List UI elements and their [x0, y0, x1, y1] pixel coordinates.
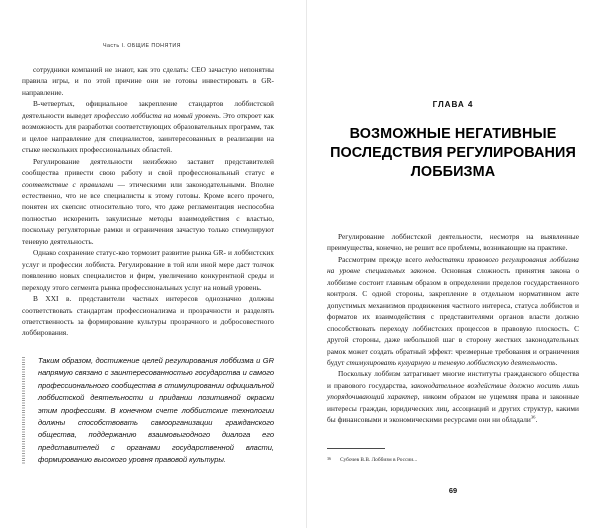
chapter-heading [327, 100, 579, 182]
footnote-separator-rule [327, 448, 385, 449]
paragraph: Регулирование деятельности неизбежно заставит представителей сообщества привести свою работу и свой профессиональный статус в соответствие с правилами — этическими или законодательными. Вполне естественно, что не все специалисты к этому готовы. Кроме всего прочего, понятен их скепсис относительно того, что даже регламентация неспособна полностью искоренить закулисные методы взаимодействия с властью, поскольку регуляторные рамки и ограничения зачастую только стимулируют теневую деятельность. [22, 156, 275, 246]
paragraph: Поскольку лоббизм затрагивает многие институты гражданского общества и правового государства, законодательное воздействие должно носить лишь упорядочивающий характер, никоим образом не ущемляя права и законные интересы граждан, юридических лиц, ассоциаций и других структур, какими бы финансовыми и экономическими ресурсами они ни обладали$^{36}$. [327, 369, 579, 425]
left-page-text-column [22, 64, 274, 339]
footnote-text: Субочев В.В. Лоббизм в России... [340, 457, 418, 463]
footnote [327, 456, 579, 464]
paragraph: Регулирование лоббистской деятельности, несмотря на выявленные преимущества, конечно, не решит все проблемы, возникающие на практике. [327, 232, 579, 253]
footnote-area [327, 448, 579, 464]
paragraph: В-четвертых, официальное закрепление стандартов лоббистской деятельности выведет профессию лоббиста на новый уровень. Это откроет как возможность для разработки соответствующих образовательных программ, так и целое направление для специалистов, заинтересованных в реализации на стыке нескольких профессиональных областей. [22, 99, 275, 155]
callout-box [22, 355, 274, 467]
page-number: 69 [448, 486, 458, 495]
paragraph: Рассмотрим прежде всего недостатки правового регулирования лоббизма на уровне специальных законов. Основная сложность принятия закона о лоббизме состоит главным образом в определении пределов государственного контроля. С одной стороны, закрепление в отдельном нормативном акте допустимых механизмов продвижения частного интереса, статуса лоббистов и форматов их взаимодействия с представителями органов власти должно способствовать переходу лоббистских процессов в правовую плоскость. С другой стороны, даже небольшой шаг в сторону жестких законодательных рамок может создать обратный эффект: чрезмерные требования и ограничения будут стимулировать кулуарную и теневую лоббистскую деятельность. [327, 254, 580, 367]
paragraph: В XXI в. представители частных интересов однозначно должны соответствовать стандартам профессионализма и прозрачности и разделять ответственность за формирование культуры прозрачного и добросовестного лоббирования. [22, 294, 274, 338]
paragraph: сотрудники компаний не знают, как это сделать: CEO зачастую непонятны правила игры, и по этой причине они не готовы инвестировать в GR-направление. [22, 65, 274, 97]
footnote-marker: 36 [327, 456, 331, 461]
callout-accent-rule [22, 357, 25, 465]
callout-text: Таким образом, достижение целей регулирования лоббизма и GR напрямую связано с заинтересованностью государства и самого профессионального сообщества в стимулировании официальной лоббистской деятельности и придании позитивной окраски этим профессиям. В конечном счете лоббистские технологии должны способствовать самоорганизации гражданского общества, поддержанию взаимовыгодного диалога его представителей с органами государственной власти, формированию высокого уровня правовой культуры. [38, 356, 274, 465]
paragraph: Однако сохранение статус-кво тормозит развитие рынка GR- и лоббистских услуг и профессии лоббиста. Регулирование в той или иной мере даст толчок появлению новых специалистов и фирм, увеличению конкурентной среды и переходу этого сегмента рынка профессиональных услуг на новый уровень. [22, 248, 274, 292]
right-page [307, 0, 600, 528]
chapter-title: ВОЗМОЖНЫЕ НЕГАТИВНЫЕ ПОСЛЕДСТВИЯ РЕГУЛИРОВАНИЯ ЛОББИЗМА [330, 126, 576, 181]
right-page-text-column [327, 231, 579, 426]
chapter-number-label: ГЛАВА 4 [432, 100, 474, 109]
running-head: Часть I. ОБЩИЕ ПОНЯТИЯ [103, 43, 181, 49]
